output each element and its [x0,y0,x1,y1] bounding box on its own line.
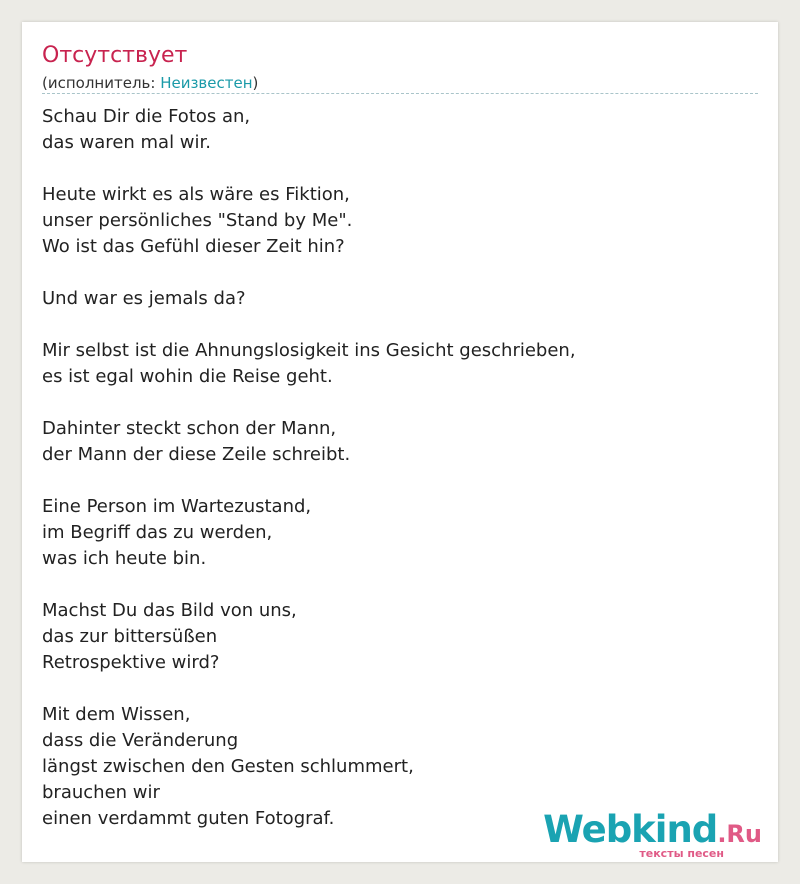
logo-tagline: тексты песен [639,847,724,860]
lyrics-line: Heute wirkt es als wäre es Fiktion, [42,184,350,205]
lyrics-line: einen verdammt guten Fotograf. [42,808,335,829]
lyrics-line: Dahinter steckt schon der Mann, [42,418,337,439]
lyrics-line: längst zwischen den Gesten schlummert, [42,756,414,777]
artist-link[interactable]: Неизвестен [160,74,253,92]
lyrics-line: Eine Person im Wartezustand, [42,496,312,517]
title-divider [42,93,758,94]
lyrics-line [42,468,758,494]
lyrics-line: im Begriff das zu werden, [42,522,273,543]
song-title: Отсутствует [42,43,188,68]
site-logo[interactable] [543,808,770,862]
lyrics-line [42,390,758,416]
logo-main-text: Webkind [543,808,718,851]
lyrics-line [42,572,758,598]
lyrics-line: Mir selbst ist die Ahnungslosigkeit ins Gesicht geschrieben, [42,340,576,361]
lyrics-line: unser persönliches "Stand by Me". [42,210,353,231]
lyrics-line: der Mann der diese Zeile schreibt. [42,444,351,465]
lyrics-line: es ist egal wohin die Reise geht. [42,366,333,387]
lyrics-line: das zur bittersüßen [42,626,218,647]
artist-suffix: ) [252,74,259,92]
lyrics-text [42,104,758,832]
artist-line [42,73,258,93]
lyrics-line: Mit dem Wissen, [42,704,191,725]
lyrics-line [42,156,758,182]
lyrics-line [42,260,758,286]
lyrics-line: dass die Veränderung [42,730,239,751]
lyrics-line: Machst Du das Bild von uns, [42,600,297,621]
lyrics-line: was ich heute bin. [42,548,207,569]
lyrics-line: Schau Dir die Fotos an, [42,106,251,127]
lyrics-line [42,676,758,702]
lyrics-line [42,312,758,338]
artist-prefix: (исполнитель: [42,74,161,92]
lyrics-line: Retrospektive wird? [42,652,220,673]
lyrics-line: Und war es jemals da? [42,288,246,309]
lyrics-line: das waren mal wir. [42,132,211,153]
lyrics-card [22,22,778,862]
logo-tld: .Ru [717,820,762,848]
lyrics-line: brauchen wir [42,782,160,803]
lyrics-line: Wo ist das Gefühl dieser Zeit hin? [42,236,345,257]
